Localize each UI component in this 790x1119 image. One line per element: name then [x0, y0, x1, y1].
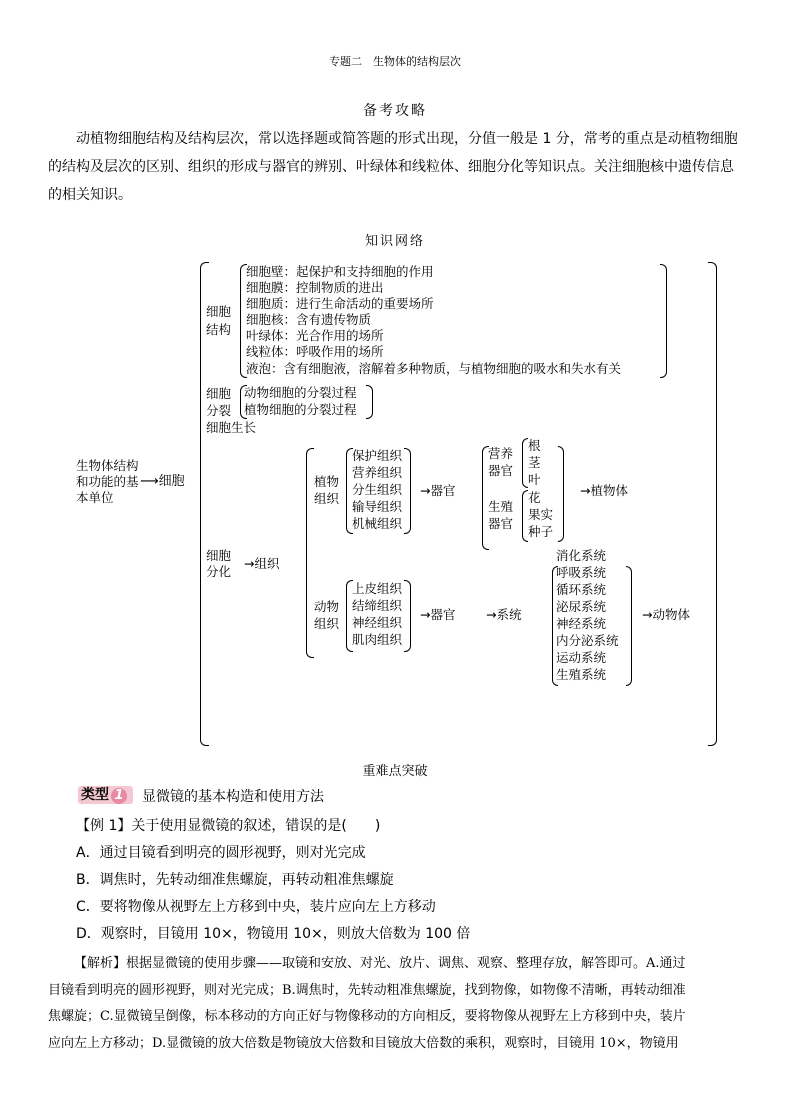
animal-tissue-item: 肌肉组织: [352, 632, 403, 647]
analysis-line: 目镜看到明亮的圆形视野，则对光完成；B.调焦时，先转动粗准焦螺旋，找到物像，如物像不清晰，再转动细准: [48, 982, 686, 998]
plant-organ-brace-right: [558, 446, 564, 542]
plant-tissue-label: 植物: [314, 474, 340, 489]
animal-organ-arrow: →器官: [420, 607, 456, 622]
veg-organ-label: 营养: [488, 446, 514, 461]
system-item: 呼吸系统: [556, 565, 607, 580]
system-item: 运动系统: [556, 650, 607, 665]
system-brace-right: [626, 566, 632, 686]
plant-organ-arrow: →器官: [420, 483, 456, 498]
system-item: 生殖系统: [556, 667, 607, 682]
division-item: 植物细胞的分裂过程: [244, 402, 357, 417]
section-title-strategy: 备考攻略: [363, 103, 427, 119]
veg-organ-item: 根: [528, 438, 541, 453]
structure-item: 细胞质：进行生命活动的重要场所: [246, 296, 434, 311]
intro-line: 动植物细胞结构及结构层次，常以选择题或简答题的形式出现，分值一般是 1 分，常考的重点是动植物细胞: [76, 131, 738, 147]
plant-tissue-item: 营养组织: [352, 465, 403, 480]
root-line: 生物体结构: [76, 458, 139, 473]
cell-brace-right: [708, 262, 717, 746]
to-plant-label: →植物体: [580, 483, 628, 498]
rep-organ-label: 器官: [488, 516, 514, 531]
structure-item: 细胞膜：控制物质的进出: [246, 280, 384, 295]
tissue-brace: [306, 448, 314, 658]
intro-line: 的结构及层次的区别、组织的形成与器官的辨别、叶绿体和线粒体、细胞分化等知识点。关注细胞核中遗传信息: [48, 159, 734, 175]
root-line: 本单位: [76, 490, 114, 505]
animal-tissue-brace-right: [404, 580, 411, 652]
structure-item: 细胞核：含有遗传物质: [246, 312, 372, 327]
to-system-label: →系统: [486, 607, 522, 622]
analysis-line: 【解析】根据显微镜的使用步骤——取镜和安放、对光、放片、调焦、观察、整理存放，解答即可。A.通过: [74, 956, 686, 971]
structure-item: 细胞壁：起保护和支持细胞的作用: [246, 264, 434, 279]
plant-tissue-item: 保护组织: [352, 448, 403, 463]
type-badge-number: 1: [111, 788, 127, 804]
cell-diff-label: 分化: [206, 564, 232, 579]
option-d: D．观察时，目镜用 10×，物镜用 10×，则放大倍数为 100 倍: [76, 926, 471, 942]
structure-brace-right: [660, 264, 667, 378]
analysis-line: 焦螺旋；C.显微镜呈倒像，标本移动的方向正好与物像移动的方向相反，要将物像从视野左上方移到中央，装片: [48, 1009, 686, 1024]
example-stem: 【例 1】关于使用显微镜的叙述，错误的是( ): [76, 818, 381, 834]
to-tissue-label: →组织: [244, 556, 280, 571]
section-title-network: 知识网络: [364, 234, 425, 249]
plant-tissue-item: 输导组织: [352, 499, 403, 514]
option-a: A．通过目镜看到明亮的圆形视野，则对光完成: [76, 845, 366, 861]
animal-tissue-item: 神经组织: [352, 615, 403, 630]
type-badge-label: 类型: [81, 787, 109, 803]
cell-division-label: 分裂: [206, 403, 232, 418]
structure-item: 线粒体：呼吸作用的场所: [246, 344, 384, 359]
animal-tissue-item: 上皮组织: [352, 581, 403, 596]
intro-line: 的相关知识。: [48, 187, 132, 203]
division-item: 动物细胞的分裂过程: [244, 385, 357, 400]
type-badge: [78, 786, 133, 804]
to-animal-label: →动物体: [642, 607, 690, 622]
cell-growth-label: 细胞生长: [206, 420, 257, 435]
plant-tissue-brace-right: [404, 448, 411, 534]
option-c: C．要将物像从视野左上方移到中央，装片应向左上方移动: [76, 899, 436, 915]
analysis-line: 应向左上方移动；D.显微镜的放大倍数是物镜放大倍数和目镜放大倍数的乘积，观察时，目镜用 10×，物镜用: [48, 1035, 679, 1051]
rep-organ-label: 生殖: [488, 499, 514, 514]
plant-tissue-item: 分生组织: [352, 482, 403, 497]
cell-diff-label: 细胞: [206, 548, 232, 563]
veg-organ-item: 茎: [528, 455, 541, 470]
rep-organ-item: 花: [528, 490, 541, 505]
system-item: 内分泌系统: [556, 633, 619, 648]
structure-item: 液泡：含有细胞液，溶解着多种物质，与植物细胞的吸水和失水有关: [246, 361, 622, 376]
plant-tissue-label: 组织: [314, 491, 340, 506]
animal-tissue-label: 动物: [314, 599, 340, 614]
system-item: 神经系统: [556, 616, 607, 631]
cell-structure-label: 结构: [206, 322, 232, 337]
structure-item: 叶绿体：光合作用的场所: [246, 328, 384, 343]
cell-label: ⟶细胞: [140, 474, 185, 489]
section-title-key-points: 重难点突破: [362, 764, 428, 779]
system-item: 泌尿系统: [556, 599, 607, 614]
option-b: B．调焦时，先转动细准焦螺旋，再转动粗准焦螺旋: [76, 872, 394, 888]
cell-division-label: 细胞: [206, 386, 232, 401]
analysis-paragraph: [48, 951, 764, 1057]
animal-tissue-label: 组织: [314, 616, 340, 631]
system-item: 循环系统: [556, 582, 607, 597]
animal-tissue-item: 结缔组织: [352, 598, 403, 613]
veg-organ-label: 器官: [488, 463, 514, 478]
rep-organ-item: 种子: [528, 524, 554, 539]
root-line: 和功能的基: [76, 474, 139, 489]
system-item: 消化系统: [556, 548, 607, 563]
page-header: 专题二 生物体的结构层次: [329, 55, 461, 68]
type-title: 显微镜的基本构造和使用方法: [142, 789, 324, 805]
veg-organ-item: 叶: [528, 472, 541, 487]
division-brace-right: [366, 385, 373, 419]
rep-organ-item: 果实: [528, 507, 554, 522]
cell-structure-label: 细胞: [206, 304, 232, 319]
plant-tissue-item: 机械组织: [352, 516, 403, 531]
